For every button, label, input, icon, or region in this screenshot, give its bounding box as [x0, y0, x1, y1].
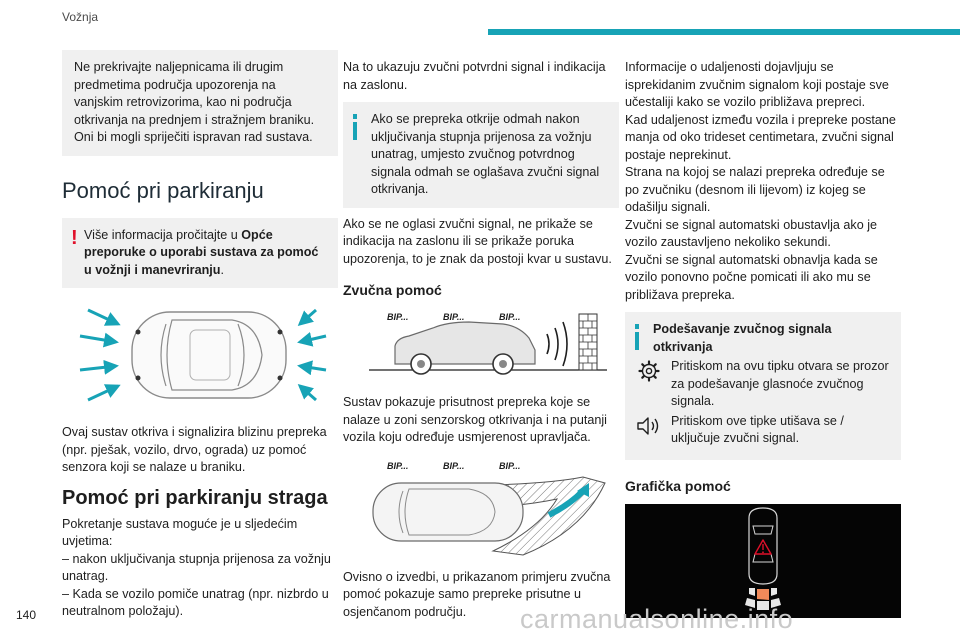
warning-text-bold: Opće preporuke o uporabi sustava za pomoć u vožnji i manevriranju [84, 227, 319, 277]
distance-info-2: Kad udaljenost između vozila i prepreke postane manja od oko trideset centimetara, zvučni signal postaje neprekinut. [625, 112, 896, 162]
bip-label-4: BIP... [387, 460, 409, 471]
exclamation-icon: ! [71, 226, 78, 249]
warning-text-post: . [220, 262, 224, 277]
note-box: Ne prekrivajte naljepnicama ili drugim predmetima područja upozorenja na vanjskim retrovizorima, kao ni područja otkrivanja na prednjem i stražnjem braniku. Oni bi mogli spriječiti ispravan rad sustava. [62, 50, 338, 156]
graphic-display-illustration [625, 504, 901, 618]
shaded-area-text: Ovisno o izvedbi, u prikazanom primjeru zvučna pomoć pokazuje samo prepreke prisutne u osjenčanom području. [343, 569, 611, 619]
distance-info-5: Zvučni se signal automatski obnavlja kada se vozilo ponovno počne pomicati ili ako mu se približava prepreka. [625, 252, 878, 302]
bip-label-1: BIP... [387, 312, 409, 322]
activation-line3: – Kada se vozilo pomiče unatrag (npr. nizbrdo u neutralnom položaju). [62, 586, 329, 618]
bip-label-6: BIP... [499, 460, 521, 471]
settings-text: Pritiskom na ovu tipku otvara se prozor za podešavanje glasnoće zvučnog signala. [671, 359, 889, 408]
audible-assist-heading: Zvučna pomoć [343, 282, 442, 298]
warning-text-pre: Više informacija pročitajte u [84, 227, 242, 242]
column-left [62, 50, 338, 621]
car-reversing-wall-illustration [343, 304, 619, 384]
rear-parking-title: Pomoć pri parkiranju straga [62, 486, 328, 509]
warning-box [62, 218, 338, 289]
mute-text: Pritiskom ove tipke utišava se / uključuje zvučni signal. [671, 413, 844, 445]
watermark: carmanualsonline.info [520, 604, 794, 634]
speaker-icon [635, 415, 663, 437]
header-title: Vožnja [62, 10, 99, 24]
settings-row [635, 358, 889, 411]
info-box-settings [625, 312, 901, 460]
activation-line1: Pokretanje sustava moguće je u sljedećim uvjetima: [62, 516, 298, 548]
graphic-assist-heading: Grafička pomoć [625, 477, 731, 494]
settings-title: Podešavanje zvučnog signala otkrivanja [653, 322, 832, 354]
activation-line2: – nakon uključivanja stupnja prijenosa za vožnju unatrag. [62, 551, 331, 583]
header-accent-bar [488, 29, 960, 35]
info-text: Ako se prepreka otkrije odmah nakon uključivanja stupnja prijenosa za vožnju unatrag, umjesto zvučnog potvrdnog signala odmah se oglašava zvučni signal otkrivanja. [371, 112, 600, 196]
info-icon [353, 114, 357, 140]
info-icon [635, 324, 639, 350]
page-number: 140 [16, 608, 37, 622]
column-right [625, 50, 901, 618]
column-middle [343, 50, 619, 621]
car-sensors-illustration [62, 302, 338, 412]
distance-info-3: Strana na kojoj se nalazi prepreka određuje se po zvučniku (desnom ili lijevom) iz kojeg se odašilju signali. [625, 165, 885, 214]
bip-label-2: BIP... [443, 312, 465, 322]
trajectory-text: Sustav pokazuje prisutnost prepreka koje se nalaze u zoni senzorskog otkrivanja i na putanji vozila koju određuje usmjerenost upravljača. [343, 395, 607, 444]
car-trajectory-illustration [343, 455, 619, 559]
info-box-immediate [343, 102, 619, 208]
distance-info-4: Zvučni se signal automatski obustavlja ako je vozilo zaustavljeno nekoliko sekundi. [625, 217, 878, 249]
fault-text: Ako se ne oglasi zvučni signal, ne prikaže se indikacija na zaslonu ili se prikaže poruka upozorenja, to je znak da postoji kvar u sustavu. [343, 216, 612, 266]
bip-label-3: BIP... [499, 312, 521, 322]
confirmation-text: Na to ukazuju zvučni potvrdni signal i indikacija na zaslonu. [343, 60, 606, 92]
mute-row [635, 413, 889, 448]
system-description: Ovaj sustav otkriva i signalizira blizinu prepreka (npr. pješak, vozilo, drvo, ograda) uz pomoć senzora koji se nalaze u braniku. [62, 425, 327, 474]
bip-label-5: BIP... [443, 460, 465, 471]
gear-icon [635, 360, 663, 382]
distance-info-1: Informacije o udaljenosti dojavljuju se isprekidanim zvučnim signalom koji postaje sve učestaliji kako se vozilo približava prepreci. [625, 60, 889, 109]
section-title: Pomoć pri parkiranju [62, 177, 264, 203]
